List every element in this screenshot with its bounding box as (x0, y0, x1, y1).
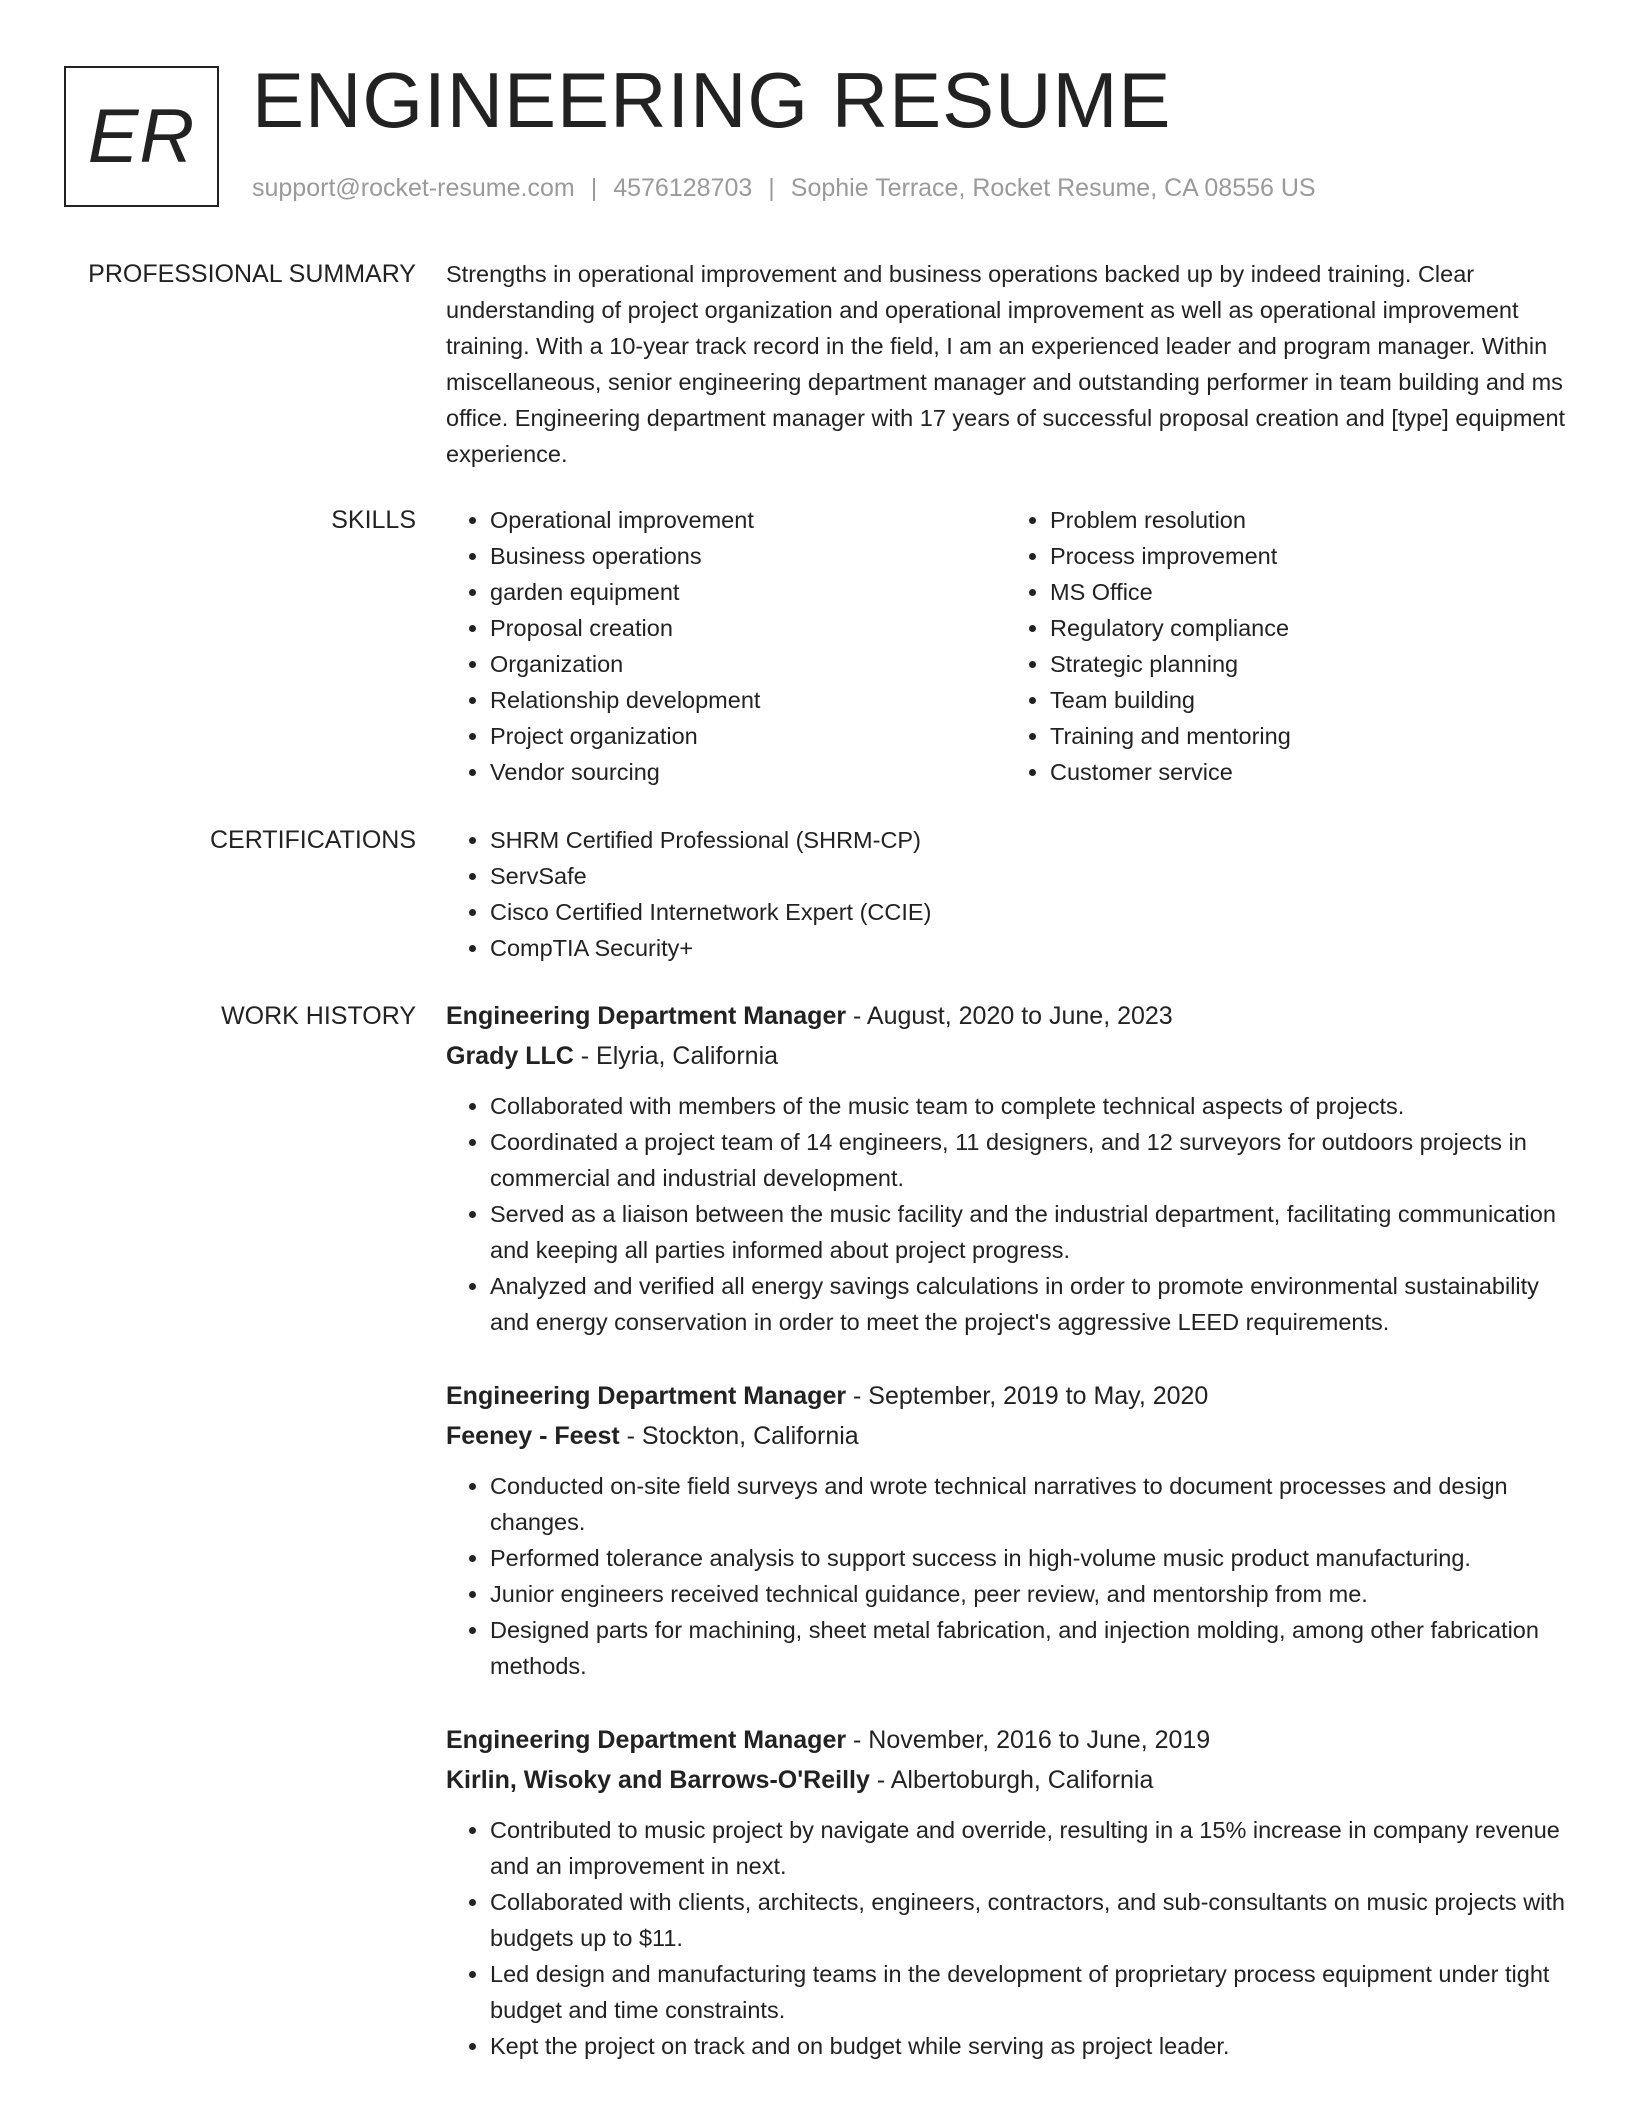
section-label-certifications: CERTIFICATIONS (209, 826, 416, 854)
contact-line (252, 174, 1316, 203)
monogram-logo: ER (64, 66, 219, 207)
certification-item: • CompTIA Security+ (490, 930, 1566, 966)
job-bullet: • Analyzed and verified all energy savings calculations in order to promote environmental sustainability and energy conservation in order to meet the project's aggressive LEED requirements. (490, 1268, 1566, 1340)
skill-item: • Business operations (490, 538, 1006, 574)
job-bullet: • Coordinated a project team of 14 engineers, 11 designers, and 12 surveyors for outdoors projects in commercial and industrial development. (490, 1124, 1566, 1196)
skill-item: • Process improvement (1050, 538, 1566, 574)
skills-list-right (1006, 502, 1566, 790)
section-label-summary: PROFESSIONAL SUMMARY (88, 260, 416, 288)
job-entry (446, 1720, 1566, 2064)
job-bullet: • Conducted on-site field surveys and wrote technical narratives to document processes and design changes. (490, 1468, 1566, 1540)
skill-item: • Training and mentoring (1050, 718, 1566, 754)
contact-address: Sophie Terrace, Rocket Resume, CA 08556 US (790, 174, 1316, 202)
job-title-line (446, 1720, 1566, 1760)
job-bullet: • Led design and manufacturing teams in the development of proprietary process equipment under tight budget and time constraints. (490, 1956, 1566, 2028)
job-title: Engineering Department Manager (446, 1382, 847, 1410)
job-title-line (446, 996, 1566, 1036)
company-location: - Elyria, California (573, 1042, 779, 1070)
job-bullet: • Junior engineers received technical guidance, peer review, and mentorship from me. (490, 1576, 1566, 1612)
skills-section (446, 502, 1566, 790)
job-entry (446, 996, 1566, 1340)
certifications-section (446, 822, 1566, 966)
job-bullet: • Performed tolerance analysis to support success in high-volume music product manufacturing. (490, 1540, 1566, 1576)
company-name: Feeney - Feest (446, 1422, 620, 1450)
skill-item: • Regulatory compliance (1050, 610, 1566, 646)
certification-item: • ServSafe (490, 858, 1566, 894)
job-bullet: • Designed parts for machining, sheet metal fabrication, and injection molding, among other fabrication methods. (490, 1612, 1566, 1684)
company-line (446, 1760, 1566, 1800)
job-bullet: • Collaborated with clients, architects, engineers, contractors, and sub-consultants on music projects with budgets up to $11. (490, 1884, 1566, 1956)
job-bullets (446, 1088, 1566, 1340)
skill-item: • Vendor sourcing (490, 754, 1006, 790)
work-history-section (446, 996, 1566, 2100)
page-title: ENGINEERING RESUME (252, 56, 1172, 144)
company-line (446, 1036, 1566, 1076)
section-label-work-history: WORK HISTORY (221, 1002, 416, 1030)
company-location: - Stockton, California (619, 1422, 859, 1450)
company-line (446, 1416, 1566, 1456)
skill-item: • garden equipment (490, 574, 1006, 610)
skill-item: • Relationship development (490, 682, 1006, 718)
job-entry (446, 1376, 1566, 1684)
skill-item: • Operational improvement (490, 502, 1006, 538)
job-dates: - August, 2020 to June, 2023 (846, 1002, 1173, 1030)
skill-item: • MS Office (1050, 574, 1566, 610)
certification-item: • Cisco Certified Internetwork Expert (CCIE) (490, 894, 1566, 930)
summary-section (446, 256, 1566, 472)
company-name: Kirlin, Wisoky and Barrows-O'Reilly (446, 1766, 870, 1794)
certifications-list (446, 822, 1566, 966)
job-title: Engineering Department Manager (446, 1002, 847, 1030)
skill-item: • Strategic planning (1050, 646, 1566, 682)
job-bullets (446, 1468, 1566, 1684)
company-name: Grady LLC (446, 1042, 574, 1070)
contact-separator: | (768, 174, 775, 202)
certification-item: • SHRM Certified Professional (SHRM-CP) (490, 822, 1566, 858)
skill-item: • Team building (1050, 682, 1566, 718)
skill-item: • Customer service (1050, 754, 1566, 790)
job-title-line (446, 1376, 1566, 1416)
job-dates: - September, 2019 to May, 2020 (846, 1382, 1209, 1410)
job-dates: - November, 2016 to June, 2019 (846, 1726, 1211, 1754)
skills-list-left (446, 502, 1006, 790)
job-bullet: • Served as a liaison between the music facility and the industrial department, facilitating communication and keeping all parties informed about project progress. (490, 1196, 1566, 1268)
company-location: - Albertoburgh, California (869, 1766, 1154, 1794)
job-title: Engineering Department Manager (446, 1726, 847, 1754)
skill-item: • Problem resolution (1050, 502, 1566, 538)
job-bullet: • Kept the project on track and on budget while serving as project leader. (490, 2028, 1566, 2064)
contact-separator: | (590, 174, 598, 202)
skill-item: • Organization (490, 646, 1006, 682)
job-bullet: • Collaborated with members of the music team to complete technical aspects of projects. (490, 1088, 1566, 1124)
contact-email: support@rocket-resume.com (252, 174, 575, 202)
section-label-skills: SKILLS (331, 506, 416, 534)
skill-item: • Proposal creation (490, 610, 1006, 646)
summary-text: Strengths in operational improvement and business operations backed up by indeed training. Clear understanding of project organization and operational improvement as well as operational improvement training. With a 10-year track record in the field, I am an experienced leader and program manager. Within miscellaneous, senior engineering department manager and outstanding performer in team building and ms office. Engineering department manager with 17 years of successful proposal creation and [type] equipment experience. (446, 261, 1566, 467)
contact-phone: 4576128703 (613, 174, 753, 202)
job-bullets (446, 1812, 1566, 2064)
skill-item: • Project organization (490, 718, 1006, 754)
job-bullet: • Contributed to music project by navigate and override, resulting in a 15% increase in company revenue and an improvement in next. (490, 1812, 1566, 1884)
